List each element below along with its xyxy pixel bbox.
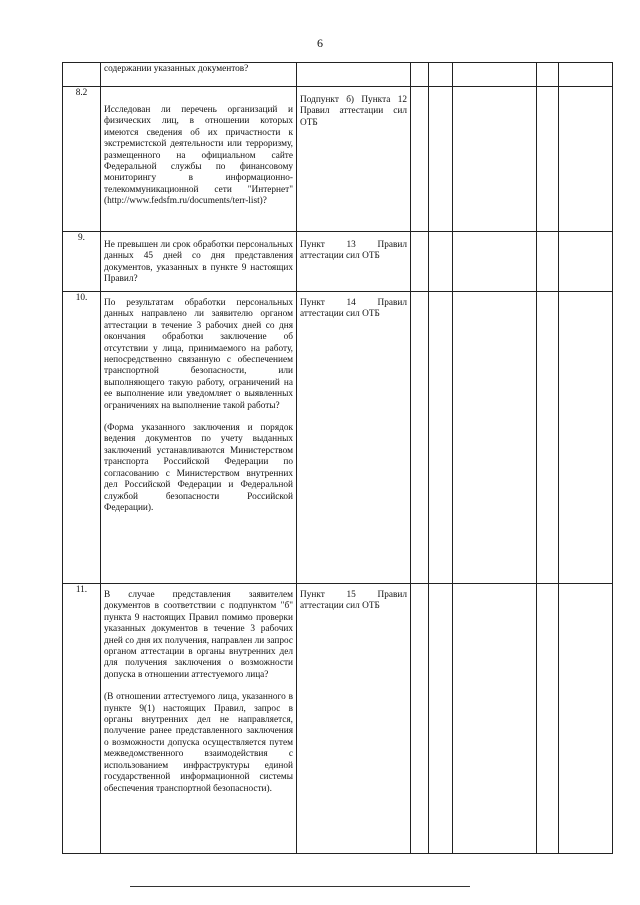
row-number xyxy=(63,63,101,87)
answer-cell xyxy=(429,63,453,87)
question-text: В случае представления заявителем документов в соответствии с подпунктом "б" пункта 9 настоящих Правил помимо проверки указанных документов в течение 3 рабочих дней со дня их получения, направлен ли запрос органом аттестации в органы внутренних дел для получения заключения о возможности допуска в отношении аттестуемого лица? xyxy=(104,590,293,680)
question-note: (Форма указанного заключения и порядок ведения документов по учету выданных заключений устанавливаются Министерством транспорта Российской Федерации по согласованию с Министерством внутренних дел Российской Федерации и Федеральной службой безопасности Российской Федерации). xyxy=(104,423,293,513)
answer-cell xyxy=(411,584,429,854)
answer-cell xyxy=(559,292,613,584)
answer-cell xyxy=(429,292,453,584)
question-cell xyxy=(101,87,297,232)
answer-cell xyxy=(429,584,453,854)
table-row xyxy=(63,63,613,87)
row-number: 9. xyxy=(63,232,101,292)
question-cell xyxy=(101,63,297,87)
answer-cell xyxy=(429,87,453,232)
question-text: содержании указанных документов? xyxy=(104,64,249,74)
row-number: 8.2 xyxy=(63,87,101,232)
page-edge-line xyxy=(130,886,470,887)
question-cell xyxy=(101,584,297,854)
answer-cell xyxy=(411,292,429,584)
row-number: 11. xyxy=(63,584,101,854)
answer-cell xyxy=(537,292,559,584)
question-cell xyxy=(101,292,297,584)
answer-cell xyxy=(559,63,613,87)
question-text: Исследован ли перечень организаций и физических лиц, в отношении которых имеются сведения об их причастности к экстремистской деятельности или терроризму, размещенного на официальном сайте Федеральной службы по финансовому мониторингу в информационно-телекоммуникационной сети "Интернет" (http://www.fedsfm.ru/documents/terr-list)? xyxy=(104,105,293,207)
answer-cell xyxy=(559,584,613,854)
answer-cell xyxy=(411,232,429,292)
answer-cell xyxy=(559,87,613,232)
answer-cell xyxy=(429,232,453,292)
row-number: 10. xyxy=(63,292,101,584)
question-note: (В отношении аттестуемого лица, указанного в пункте 9(1) настоящих Правил, запрос в органы внутренних дел не направляется, получение ранее представленного заключения о возможности допуска осуществляется путем межведомственного взаимодействия с использованием инфраструктуры единой государственной информационной системы обеспечения транспортной безопасности). xyxy=(104,692,293,794)
table-row xyxy=(63,87,613,232)
answer-cell xyxy=(411,63,429,87)
answer-cell xyxy=(453,63,537,87)
checklist-table xyxy=(62,62,613,854)
answer-cell xyxy=(411,87,429,232)
answer-cell xyxy=(559,232,613,292)
answer-cell xyxy=(453,87,537,232)
question-text: Не превышен ли срок обработки персональных данных 45 дней со дня представления документов, указанных в пункте 9 настоящих Правил? xyxy=(104,240,293,285)
answer-cell xyxy=(537,584,559,854)
answer-cell xyxy=(453,232,537,292)
question-text: По результатам обработки персональных данных направлено ли заявителю органом аттестации в течение 3 рабочих дней со дня окончания обработки заключение об отсутствии у лица, принимаемого на работу, непосредственно связанную с обеспечением транспортной безопасности, или выполняющего такую работу, ограничений на ее выполнение или уведомляет о выявленных ограничениях на выполнение такой работы? xyxy=(104,298,293,411)
reference-cell: Подпункт б) Пункта 12 Правил аттестации сил ОТБ xyxy=(297,87,411,232)
answer-cell xyxy=(537,232,559,292)
page-number: 6 xyxy=(317,36,323,50)
answer-cell xyxy=(537,63,559,87)
answer-cell xyxy=(453,292,537,584)
reference-cell: Пункт 14 Правил аттестации сил ОТБ xyxy=(297,292,411,584)
reference-cell: Пункт 13 Правил аттестации сил ОТБ xyxy=(297,232,411,292)
question-cell xyxy=(101,232,297,292)
reference-cell xyxy=(297,63,411,87)
table-row xyxy=(63,292,613,584)
reference-cell: Пункт 15 Правил аттестации сил ОТБ xyxy=(297,584,411,854)
answer-cell xyxy=(453,584,537,854)
table-row xyxy=(63,232,613,292)
table-row xyxy=(63,584,613,854)
answer-cell xyxy=(537,87,559,232)
